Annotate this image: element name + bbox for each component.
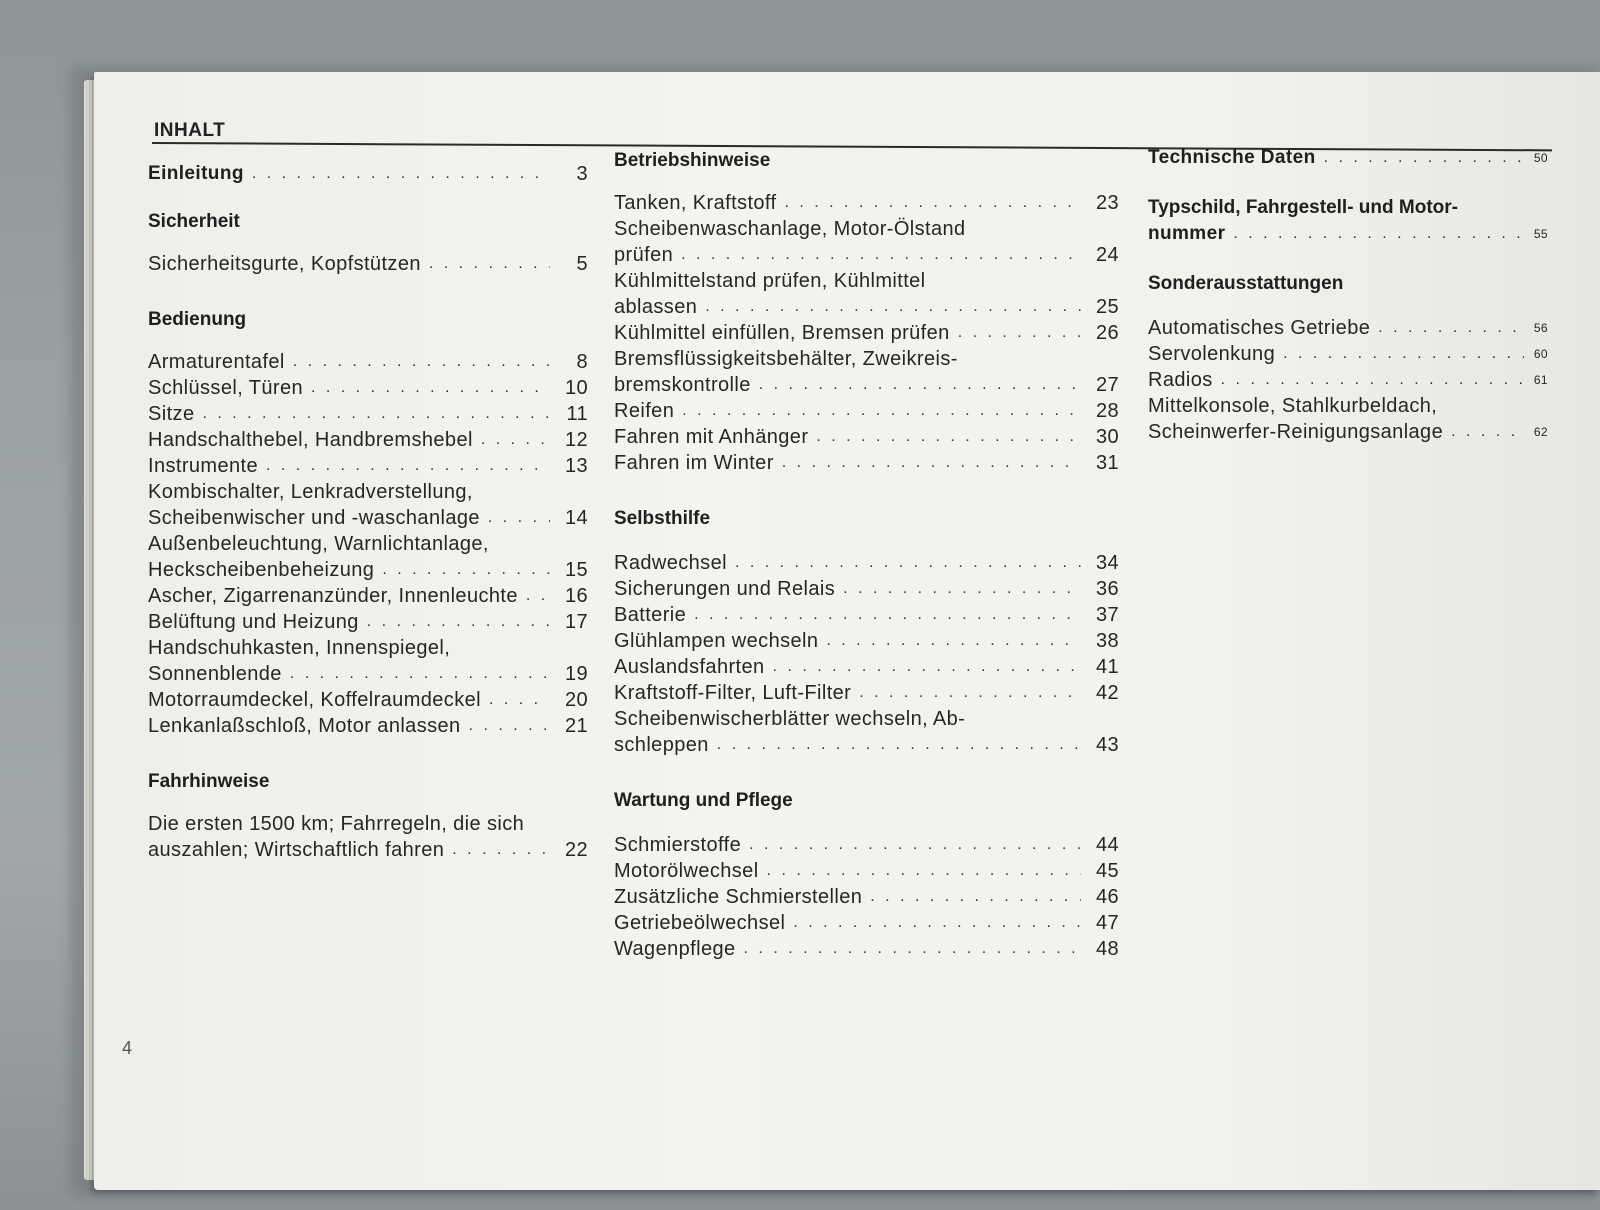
entry-first-line: Mittelkonsole, Stahlkurbeldach,: [1148, 395, 1438, 417]
entry-page: 13: [564, 455, 588, 477]
leader-dots: [469, 713, 550, 739]
entry-first-line: Scheibenwaschanlage, Motor-Ölstand: [614, 218, 966, 240]
leader-dots: [767, 858, 1081, 884]
section-heading-fahrhinweise: Fahrhinweise: [148, 771, 270, 792]
entry-page: 21: [564, 715, 588, 737]
entry-label: Kraftstoff-Filter, Luft-Filter: [614, 682, 852, 704]
section-heading-sicherheit: Sicherheit: [148, 211, 240, 232]
leader-dots: [744, 936, 1081, 962]
leader-dots: [773, 654, 1081, 680]
toc-column-3: [1148, 145, 1548, 445]
toc-entry: [148, 505, 588, 531]
toc-entry: [148, 837, 588, 863]
leader-dots: [843, 576, 1081, 602]
fahrhinweise-entry: [148, 811, 588, 863]
entry-page: 31: [1095, 452, 1119, 474]
toc-entry: [1148, 419, 1548, 445]
entry-page: 12: [564, 429, 588, 451]
entry-label: Wagenpflege: [614, 938, 736, 960]
entry-page: 48: [1095, 938, 1119, 960]
section-heading-wartung: Wartung und Pflege: [614, 790, 793, 811]
toc-entry: [614, 910, 1119, 936]
entry-page: 28: [1095, 400, 1119, 422]
entry-page: 14: [564, 507, 588, 529]
leader-dots: [1378, 315, 1524, 341]
leader-dots: [367, 609, 550, 635]
entry-label: Scheinwerfer-Reinigungsanlage: [1148, 421, 1444, 443]
leader-dots: [859, 680, 1081, 706]
toc-entry: [148, 687, 588, 713]
leader-dots: [202, 401, 550, 427]
entry-page: 10: [564, 377, 588, 399]
toc-entry: [614, 884, 1119, 910]
toc-entry: [614, 294, 1119, 320]
entry-label: Armaturentafel: [148, 351, 285, 373]
leader-dots: [526, 583, 550, 609]
section-heading-bedienung: Bedienung: [148, 309, 247, 330]
toc-entry: [148, 401, 588, 427]
entry-first-line: Kühlmittelstand prüfen, Kühlmittel: [614, 270, 926, 292]
leader-dots: [293, 349, 550, 375]
entry-label: Lenkanlaßschloß, Motor anlassen: [148, 715, 461, 737]
entry-label: nummer: [1148, 223, 1226, 244]
entry-page: 45: [1095, 860, 1119, 882]
entry-page: 23: [1095, 192, 1119, 214]
entry-page: 17: [564, 611, 588, 633]
toc-entry: [614, 320, 1119, 346]
leader-dots: [705, 294, 1081, 320]
toc-entry: [148, 349, 588, 375]
entry-page: 11: [566, 403, 588, 425]
entry-label: Radios: [1148, 369, 1213, 391]
entry-page: 50: [1533, 151, 1548, 165]
toc-entry: [614, 732, 1119, 758]
entry-label: Automatisches Getriebe: [1148, 317, 1371, 339]
entry-page: 44: [1095, 834, 1119, 856]
toc-entry: [614, 424, 1119, 450]
leader-dots: [252, 161, 550, 187]
toc-entry: [148, 375, 588, 401]
leader-dots: [311, 375, 550, 401]
entry-page: 60: [1533, 347, 1548, 361]
toc-entry: [614, 602, 1119, 628]
toc-entry: [614, 654, 1119, 680]
toc-entry: [148, 557, 588, 583]
section-heading-betriebshinweise: Betriebshinweise: [614, 150, 771, 171]
toc-entry: [148, 251, 588, 277]
entry-label: Fahren im Winter: [614, 452, 774, 474]
entry-label: Sicherheitsgurte, Kopfstützen: [148, 253, 421, 275]
entry-first-line: Außenbeleuchtung, Warnlichtanlage,: [148, 533, 489, 555]
entry-label: Getriebeölwechsel: [614, 912, 786, 934]
entry-label: auszahlen; Wirtschaftlich fahren: [148, 839, 445, 861]
leader-dots: [1283, 341, 1524, 367]
toc-entry: [614, 550, 1119, 576]
entry-page: 36: [1095, 578, 1119, 600]
leader-dots: [681, 242, 1081, 268]
toc-column-2: [614, 148, 1119, 962]
leader-dots: [694, 602, 1081, 628]
leader-dots: [793, 910, 1081, 936]
leader-dots: [290, 661, 550, 687]
entry-first-line: Die ersten 1500 km; Fahrregeln, die sich: [148, 813, 525, 835]
betrieb-list: [614, 190, 1119, 476]
entry-label: Technische Daten: [1148, 147, 1316, 168]
entry-first-line: Typschild, Fahrgestell- und Motor-: [1148, 197, 1458, 218]
entry-page: 38: [1095, 630, 1119, 652]
entry-page: 25: [1095, 296, 1119, 318]
entry-label: Glühlampen wechseln: [614, 630, 819, 652]
toc-entry: [1148, 341, 1548, 367]
entry-page: 46: [1095, 886, 1119, 908]
entry-first-line: Kombischalter, Lenkradverstellung,: [148, 481, 473, 503]
leader-dots: [382, 557, 550, 583]
entry-label: Heckscheibenbeheizung: [148, 559, 375, 581]
toc-entry: [614, 576, 1119, 602]
entry-label: Servolenkung: [1148, 343, 1276, 365]
entry-label: prüfen: [614, 244, 674, 266]
entry-page: 37: [1095, 604, 1119, 626]
entry-label: Scheibenwischer und -waschanlage: [148, 507, 480, 529]
leader-dots: [1324, 145, 1524, 171]
toc-column-1: [148, 155, 588, 863]
entry-label: Fahren mit Anhänger: [614, 426, 809, 448]
entry-page: 16: [564, 585, 588, 607]
selbsthilfe-list: [614, 550, 1119, 758]
entry-label: Handschalthebel, Handbremshebel: [148, 429, 473, 451]
entry-page: 30: [1095, 426, 1119, 448]
entry-page: 15: [564, 559, 588, 581]
entry-page: 41: [1095, 656, 1119, 678]
leader-dots: [266, 453, 550, 479]
leader-dots: [429, 251, 550, 277]
entry-label: Sicherungen und Relais: [614, 578, 836, 600]
entry-page: 24: [1095, 244, 1119, 266]
leader-dots: [717, 732, 1081, 758]
toc-entry: [148, 583, 588, 609]
entry-page: 55: [1533, 227, 1548, 241]
leader-dots: [735, 550, 1081, 576]
leader-dots: [481, 427, 550, 453]
toc-entry: [614, 628, 1119, 654]
entry-label: Tanken, Kraftstoff: [614, 192, 777, 214]
toc-entry: [148, 609, 588, 635]
leader-dots: [749, 832, 1081, 858]
toc-entry: [614, 398, 1119, 424]
entry-label: Motorölwechsel: [614, 860, 759, 882]
entry-label: Ascher, Zigarrenanzünder, Innenleuchte: [148, 585, 518, 607]
entry-label: Sonnenblende: [148, 663, 282, 685]
toc-entry: [614, 858, 1119, 884]
page-number: 4: [122, 1038, 133, 1058]
toc-entry: [614, 190, 1119, 216]
entry-first-line: Handschuhkasten, Innenspiegel,: [148, 637, 451, 659]
toc-entry: [1148, 367, 1548, 393]
leader-dots: [784, 190, 1081, 216]
entry-label: Radwechsel: [614, 552, 727, 574]
toc-entry: [148, 661, 588, 687]
toc-entry: [614, 450, 1119, 476]
section-heading-selbsthilfe: Selbsthilfe: [614, 508, 711, 529]
entry-first-line: Bremsflüssigkeitsbehälter, Zweikreis-: [614, 348, 958, 370]
leader-dots: [452, 837, 550, 863]
entry-page: 43: [1095, 734, 1119, 756]
entry-page: 42: [1095, 682, 1119, 704]
toc-entry: [1148, 221, 1548, 247]
entry-label: Schmierstoffe: [614, 834, 742, 856]
sonder-list: [1148, 315, 1548, 445]
toc-entry: [614, 936, 1119, 962]
toc-entry: [614, 832, 1119, 858]
leader-dots: [1451, 419, 1524, 445]
toc-entry: [1148, 315, 1548, 341]
leader-dots: [682, 398, 1081, 424]
leader-dots: [870, 884, 1081, 910]
leader-dots: [816, 424, 1081, 450]
entry-page: 8: [576, 351, 588, 373]
leader-dots: [782, 450, 1081, 476]
leader-dots: [958, 320, 1081, 346]
entry-label: schleppen: [614, 734, 709, 756]
toc-entry: [614, 680, 1119, 706]
entry-page: 62: [1533, 425, 1548, 439]
entry-label: Belüftung und Heizung: [148, 611, 359, 633]
entry-page: 56: [1533, 321, 1548, 335]
entry-label: Instrumente: [148, 455, 259, 477]
entry-label: Kühlmittel einfüllen, Bremsen prüfen: [614, 322, 950, 344]
entry-label: Sitze: [148, 403, 195, 425]
entry-label: Batterie: [614, 604, 687, 626]
toc-entry: [614, 372, 1119, 398]
entry-label: Reifen: [614, 400, 675, 422]
wartung-list: [614, 832, 1119, 962]
entry-first-line: Scheibenwischerblätter wechseln, Ab-: [614, 708, 966, 730]
entry-page: 3: [576, 163, 588, 185]
entry-label: Motorraumdeckel, Koffelraumdeckel: [148, 689, 481, 711]
entry-label: Schlüssel, Türen: [148, 377, 303, 399]
entry-page: 27: [1095, 374, 1119, 396]
toc-entry: [148, 427, 588, 453]
contents-title: INHALT: [154, 120, 226, 141]
leader-dots: [488, 505, 550, 531]
entry-page: 61: [1533, 373, 1548, 387]
leader-dots: [759, 372, 1081, 398]
entry-label: Zusätzliche Schmierstellen: [614, 886, 863, 908]
entry-label: Einleitung: [148, 163, 244, 184]
bedienung-list: [148, 349, 588, 739]
leader-dots: [1233, 221, 1524, 247]
entry-page: 34: [1095, 552, 1119, 574]
toc-entry: [148, 453, 588, 479]
toc-entry-typschild: [1148, 195, 1548, 247]
leader-dots: [1221, 367, 1524, 393]
entry-page: 20: [564, 689, 588, 711]
toc-entry-technische-daten: [1148, 145, 1548, 171]
toc-entry: [614, 242, 1119, 268]
entry-label: bremskontrolle: [614, 374, 751, 396]
entry-page: 19: [564, 663, 588, 685]
entry-page: 5: [576, 253, 588, 275]
leader-dots: [489, 687, 550, 713]
entry-label: ablassen: [614, 296, 698, 318]
toc-entry: [148, 713, 588, 739]
leader-dots: [826, 628, 1081, 654]
toc-entry-einleitung: [148, 161, 588, 187]
entry-page: 47: [1095, 912, 1119, 934]
entry-page: 22: [564, 839, 588, 861]
entry-label: Auslandsfahrten: [614, 656, 765, 678]
entry-page: 26: [1095, 322, 1119, 344]
section-heading-sonderausstattungen: Sonderausstattungen: [1148, 273, 1344, 294]
